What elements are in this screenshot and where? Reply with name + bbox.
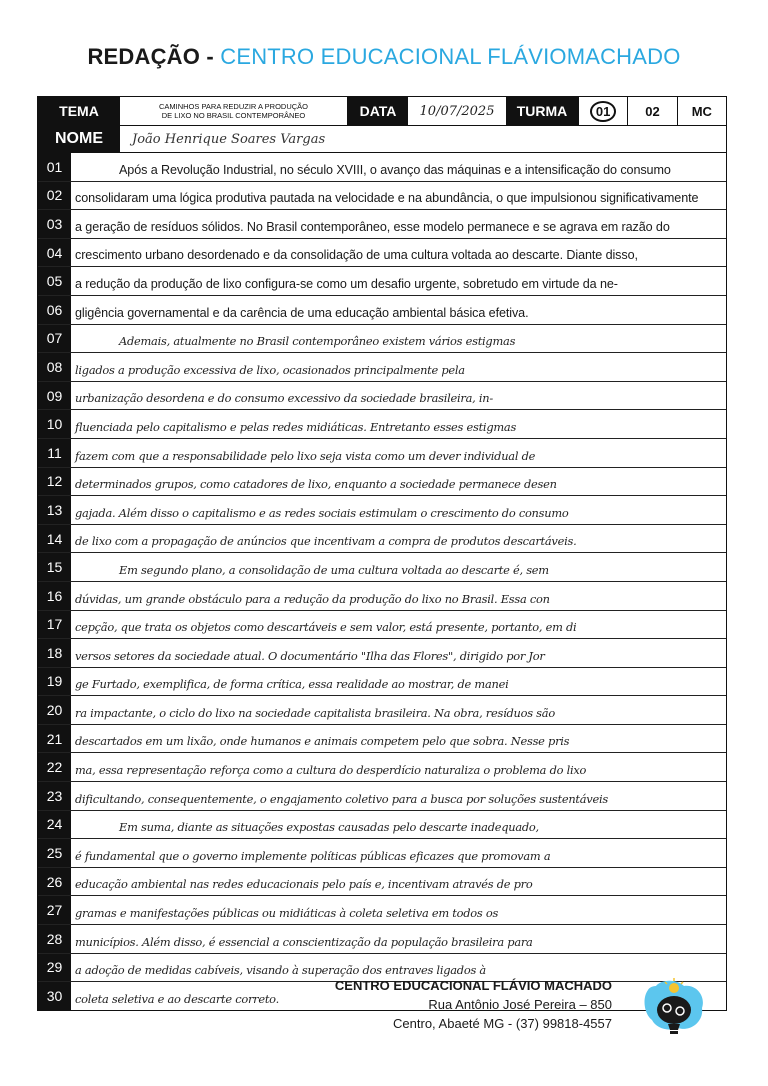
line-text: educação ambiental nas redes educacionais pelo país e, incentivam através de pro (75, 877, 533, 892)
turma-option-01[interactable] (578, 97, 627, 125)
line-text: Ademais, atualmente no Brasil contemporâneo existem vários estigmas (119, 334, 516, 349)
line-number: 18 (38, 639, 71, 667)
essay-line (38, 153, 726, 182)
essay-line (38, 753, 726, 782)
essay-line (38, 896, 726, 925)
essay-line (38, 182, 726, 211)
data-value: 10/07/2025 (419, 103, 495, 119)
line-number: 06 (38, 296, 71, 324)
line-number: 24 (38, 811, 71, 839)
line-text: gligência governamental e da carência de uma educação ambiental básica efetiva. (75, 305, 529, 320)
essay-line (38, 353, 726, 382)
line-text: ra impactante, o ciclo do lixo na sociedade capitalista brasileira. Na obra, resíduos são (75, 705, 555, 720)
essay-line (38, 525, 726, 554)
essay-line (38, 639, 726, 668)
essay-line (38, 839, 726, 868)
footer-address1: Rua Antônio José Pereira – 850 (428, 997, 612, 1012)
line-text: dificultando, consequentemente, o engajamento coletivo para a busca por soluções sustentáveis (75, 791, 608, 806)
page-title-part1: REDAÇÃO - (87, 44, 214, 69)
line-text: ligados a produção excessiva de lixo, ocasionados principalmente pela (75, 362, 465, 377)
line-text: crescimento urbano desordenado e da consolidação de uma cultura voltada ao descarte. Diante disso, (75, 248, 638, 263)
turma-label: TURMA (506, 97, 578, 125)
essay-line (38, 325, 726, 354)
essay-sheet (37, 96, 727, 1011)
essay-line (38, 611, 726, 640)
line-number: 04 (38, 239, 71, 267)
essay-line (38, 811, 726, 840)
turma-option-01-selected: 01 (590, 101, 616, 122)
line-text: cepção, que trata os objetos como descartáveis e sem valor, está presente, portanto, em di (75, 620, 577, 635)
essay-lines (38, 153, 726, 1010)
line-number: 11 (38, 439, 71, 467)
line-number: 05 (38, 267, 71, 295)
tema-value (120, 97, 348, 125)
line-text: gajada. Além disso o capitalismo e as redes sociais estimulam o crescimento do consumo (75, 505, 569, 520)
footer-address2: Centro, Abaeté MG - (37) 99818-4557 (393, 1016, 612, 1031)
line-text: Após a Revolução Industrial, no século XVIII, o avanço das máquinas e a intensificação do consumo (119, 162, 671, 177)
line-text: Em segundo plano, a consolidação de uma cultura voltada ao descarte é, sem (119, 562, 549, 577)
turma-option-02[interactable]: 02 (627, 97, 676, 125)
footer-name: CENTRO EDUCACIONAL FLÁVIO MACHADO (334, 978, 612, 993)
essay-line (38, 582, 726, 611)
line-text: dúvidas, um grande obstáculo para a redução da produção do lixo no Brasil. Essa con (75, 591, 550, 606)
turma-option-mc[interactable]: MC (677, 97, 726, 125)
line-text: determinados grupos, como catadores de lixo, enquanto a sociedade permanece desen (75, 477, 557, 492)
essay-line (38, 725, 726, 754)
page-title (0, 44, 768, 70)
line-text: a adoção de medidas cabíveis, visando à superação dos entraves ligados à (75, 963, 486, 978)
line-number: 27 (38, 896, 71, 924)
tema-label: TEMA (38, 97, 120, 125)
line-number: 25 (38, 839, 71, 867)
essay-line (38, 210, 726, 239)
line-number: 07 (38, 325, 71, 353)
essay-line (38, 496, 726, 525)
essay-line (38, 782, 726, 811)
essay-line (38, 439, 726, 468)
nome-value: João Henrique Soares Vargas (132, 131, 326, 147)
essay-line (38, 668, 726, 697)
footer (300, 978, 612, 1031)
nome-row (38, 126, 726, 153)
line-text: versos setores da sociedade atual. O documentário "Ilha das Flores", dirigido por Jor (75, 648, 545, 663)
line-text: consolidaram uma lógica produtiva pautada na velocidade e na abundância, o que impulsionou significativamente (75, 191, 699, 206)
line-number: 22 (38, 753, 71, 781)
line-text: é fundamental que o governo implemente políticas públicas eficazes que promovam a (75, 848, 551, 863)
line-number: 26 (38, 868, 71, 896)
line-number: 15 (38, 553, 71, 581)
line-number: 30 (38, 982, 71, 1010)
data-label: DATA (348, 97, 408, 125)
line-text: a redução da produção de lixo configura-se como um desafio urgente, sobretudo em virtude da ne- (75, 276, 618, 291)
essay-line (38, 267, 726, 296)
line-number: 28 (38, 925, 71, 953)
line-number: 01 (38, 153, 71, 181)
line-number: 09 (38, 382, 71, 410)
essay-line (38, 382, 726, 411)
line-number: 29 (38, 954, 71, 982)
line-text: fluenciada pelo capitalismo e pelas redes midiáticas. Entretanto esses estigmas (75, 419, 517, 434)
line-number: 10 (38, 410, 71, 438)
page-title-part2: CENTRO EDUCACIONAL FLÁVIOMACHADO (220, 44, 681, 69)
tema-line2: DE LIXO NO BRASIL CONTEMPORÂNEO (161, 111, 306, 120)
essay-line (38, 468, 726, 497)
line-text: de lixo com a propagação de anúncios que incentivam a compra de produtos descartáveis. (75, 534, 577, 549)
line-number: 02 (38, 182, 71, 210)
line-number: 13 (38, 496, 71, 524)
line-number: 21 (38, 725, 71, 753)
line-number: 03 (38, 210, 71, 238)
line-number: 19 (38, 668, 71, 696)
line-text: Em suma, diante as situações expostas causadas pelo descarte inadequado, (119, 820, 539, 835)
essay-line (38, 925, 726, 954)
tema-line1: CAMINHOS PARA REDUZIR A PRODUÇÃO (158, 102, 309, 111)
line-number: 14 (38, 525, 71, 553)
nome-label: NOME (38, 126, 120, 152)
essay-line (38, 553, 726, 582)
line-text: gramas e manifestações públicas ou midiáticas à coleta seletiva em todos os (75, 906, 499, 921)
essay-line (38, 296, 726, 325)
line-number: 16 (38, 582, 71, 610)
line-text: descartados em um lixão, onde humanos e animais competem pelo que sobra. Nesse pris (75, 734, 570, 749)
essay-line (38, 868, 726, 897)
line-text: ge Furtado, exemplifica, de forma crítica, essa realidade ao mostrar, de manei (75, 677, 509, 692)
essay-line (38, 410, 726, 439)
line-number: 17 (38, 611, 71, 639)
line-number: 20 (38, 696, 71, 724)
line-text: municípios. Além disso, é essencial a conscientização da população brasileira para (75, 934, 533, 949)
essay-line (38, 696, 726, 725)
line-number: 12 (38, 468, 71, 496)
line-number: 23 (38, 782, 71, 810)
essay-line (38, 239, 726, 268)
brain-lightbulb-logo-icon (638, 970, 708, 1042)
header-row (38, 97, 726, 126)
line-text: urbanização desordena e do consumo excessivo da sociedade brasileira, in- (75, 391, 493, 406)
line-number: 08 (38, 353, 71, 381)
line-text: a geração de resíduos sólidos. No Brasil contemporâneo, esse modelo permanece e se agrava em razão do (75, 219, 670, 234)
line-text: coleta seletiva e ao descarte correto. (75, 991, 279, 1006)
line-text: ma, essa representação reforça como a cultura do desperdício naturaliza o problema do lixo (75, 763, 587, 778)
line-text: fazem com que a responsabilidade pelo lixo seja vista como um dever individual de (75, 448, 536, 463)
